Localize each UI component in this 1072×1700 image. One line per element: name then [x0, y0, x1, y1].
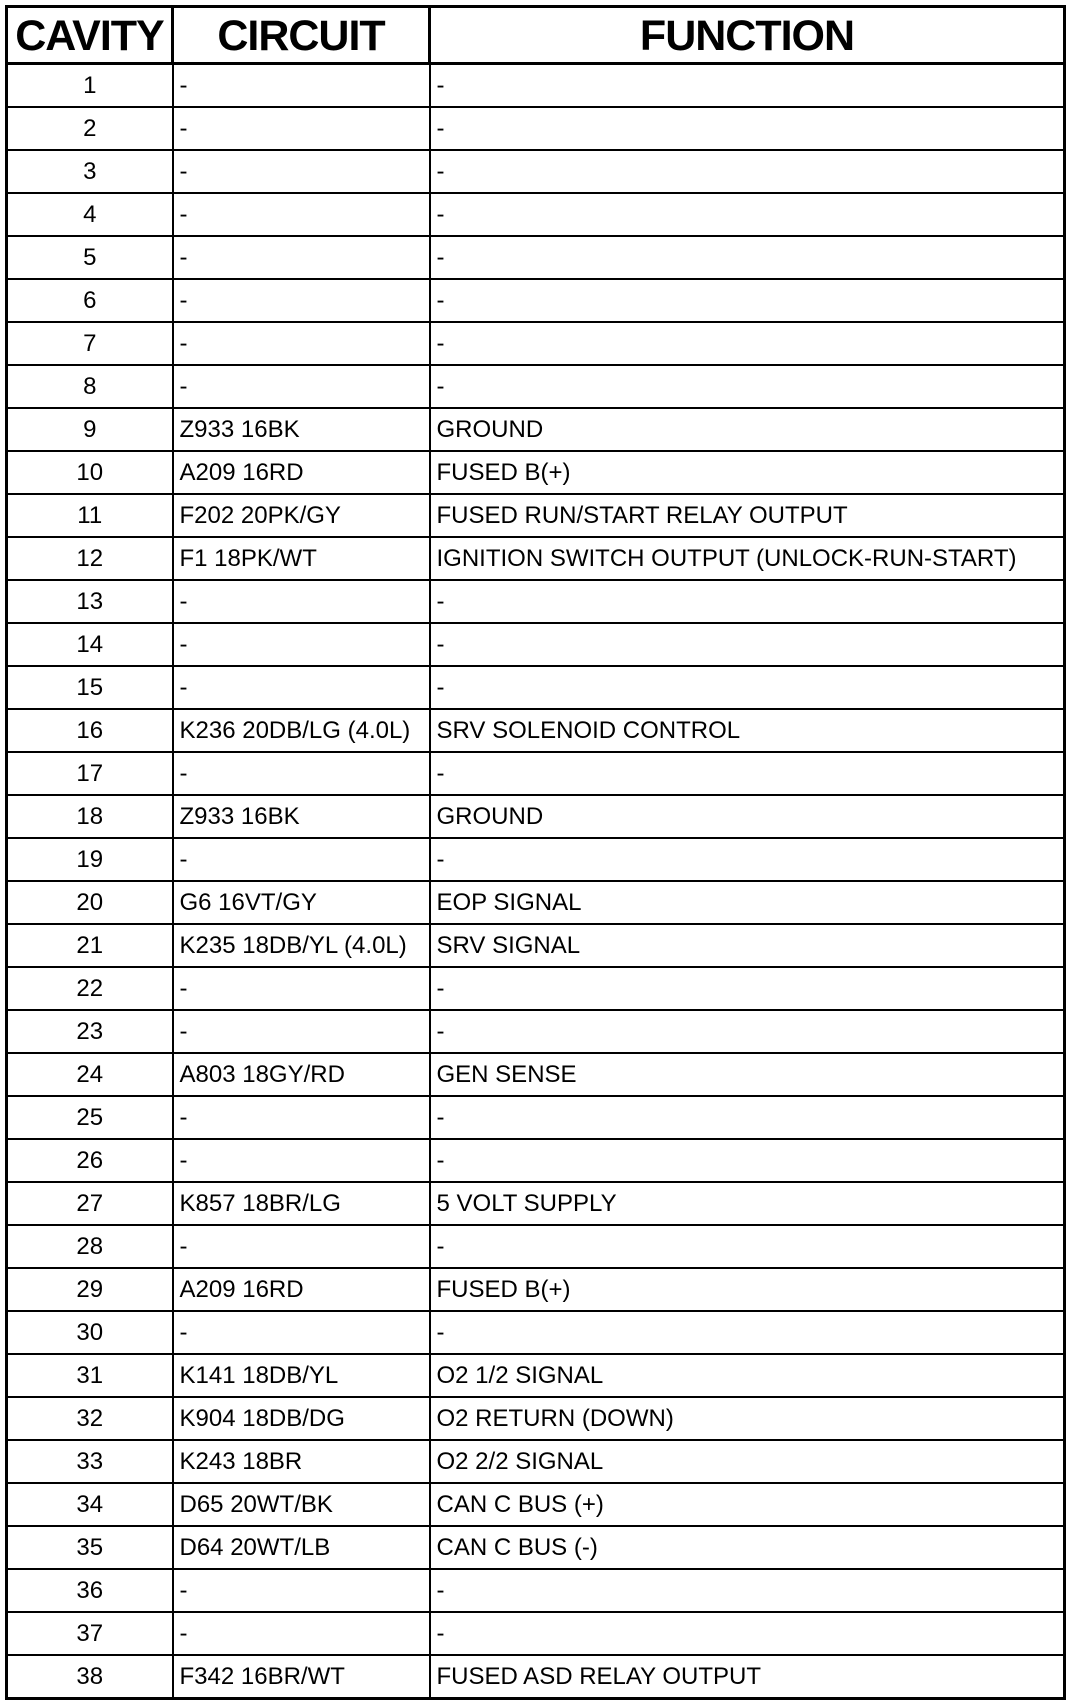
function-cell: FUSED B(+) — [430, 1268, 1065, 1311]
table-row — [7, 150, 1065, 193]
table-row — [7, 1139, 1065, 1182]
header-function: FUNCTION — [430, 7, 1065, 64]
table-row — [7, 322, 1065, 365]
circuit-cell: F1 18PK/WT — [173, 537, 430, 580]
function-cell: GROUND — [430, 795, 1065, 838]
function-cell: - — [430, 279, 1065, 322]
table-row — [7, 451, 1065, 494]
table-row — [7, 193, 1065, 236]
circuit-cell: - — [173, 1096, 430, 1139]
cavity-cell: 36 — [7, 1569, 173, 1612]
table-row — [7, 709, 1065, 752]
cavity-cell: 20 — [7, 881, 173, 924]
circuit-cell: G6 16VT/GY — [173, 881, 430, 924]
circuit-cell: - — [173, 107, 430, 150]
cavity-cell: 8 — [7, 365, 173, 408]
table-row — [7, 967, 1065, 1010]
cavity-cell: 35 — [7, 1526, 173, 1569]
table-row — [7, 752, 1065, 795]
cavity-cell: 1 — [7, 64, 173, 108]
table-row — [7, 1569, 1065, 1612]
function-cell: - — [430, 107, 1065, 150]
function-cell: - — [430, 838, 1065, 881]
circuit-cell: F202 20PK/GY — [173, 494, 430, 537]
table-row — [7, 1096, 1065, 1139]
table-row — [7, 881, 1065, 924]
function-cell: - — [430, 752, 1065, 795]
function-cell: - — [430, 666, 1065, 709]
table-row — [7, 537, 1065, 580]
cavity-cell: 11 — [7, 494, 173, 537]
cavity-cell: 24 — [7, 1053, 173, 1096]
function-cell: - — [430, 1225, 1065, 1268]
table-row — [7, 236, 1065, 279]
table-row — [7, 1483, 1065, 1526]
table-row — [7, 1053, 1065, 1096]
circuit-cell: K236 20DB/LG (4.0L) — [173, 709, 430, 752]
circuit-cell: A803 18GY/RD — [173, 1053, 430, 1096]
circuit-cell: - — [173, 150, 430, 193]
function-cell: FUSED ASD RELAY OUTPUT — [430, 1655, 1065, 1699]
function-cell: O2 1/2 SIGNAL — [430, 1354, 1065, 1397]
cavity-cell: 6 — [7, 279, 173, 322]
table-row — [7, 64, 1065, 108]
table-row — [7, 1268, 1065, 1311]
pinout-table — [5, 5, 1066, 1700]
cavity-cell: 21 — [7, 924, 173, 967]
circuit-cell: - — [173, 193, 430, 236]
function-cell: 5 VOLT SUPPLY — [430, 1182, 1065, 1225]
cavity-cell: 19 — [7, 838, 173, 881]
function-cell: - — [430, 623, 1065, 666]
circuit-cell: - — [173, 1311, 430, 1354]
circuit-cell: - — [173, 279, 430, 322]
function-cell: FUSED B(+) — [430, 451, 1065, 494]
circuit-cell: - — [173, 1010, 430, 1053]
table-row — [7, 1010, 1065, 1053]
cavity-cell: 38 — [7, 1655, 173, 1699]
circuit-cell: A209 16RD — [173, 1268, 430, 1311]
header-row — [7, 7, 1065, 64]
table-row — [7, 365, 1065, 408]
circuit-cell: K857 18BR/LG — [173, 1182, 430, 1225]
table-row — [7, 1655, 1065, 1699]
function-cell: - — [430, 1569, 1065, 1612]
function-cell: - — [430, 1311, 1065, 1354]
table-row — [7, 279, 1065, 322]
table-row — [7, 1225, 1065, 1268]
cavity-cell: 33 — [7, 1440, 173, 1483]
table-body — [7, 64, 1065, 1699]
cavity-cell: 30 — [7, 1311, 173, 1354]
cavity-cell: 15 — [7, 666, 173, 709]
circuit-cell: - — [173, 666, 430, 709]
table-row — [7, 924, 1065, 967]
circuit-cell: - — [173, 1569, 430, 1612]
table-row — [7, 623, 1065, 666]
circuit-cell: K243 18BR — [173, 1440, 430, 1483]
cavity-cell: 27 — [7, 1182, 173, 1225]
table-row — [7, 1612, 1065, 1655]
function-cell: GROUND — [430, 408, 1065, 451]
circuit-cell: - — [173, 580, 430, 623]
circuit-cell: - — [173, 752, 430, 795]
cavity-cell: 23 — [7, 1010, 173, 1053]
function-cell: - — [430, 580, 1065, 623]
header-circuit: CIRCUIT — [173, 7, 430, 64]
table-row — [7, 1354, 1065, 1397]
function-cell: - — [430, 365, 1065, 408]
cavity-cell: 5 — [7, 236, 173, 279]
function-cell: - — [430, 967, 1065, 1010]
function-cell: - — [430, 236, 1065, 279]
circuit-cell: D64 20WT/LB — [173, 1526, 430, 1569]
function-cell: CAN C BUS (+) — [430, 1483, 1065, 1526]
function-cell: - — [430, 1612, 1065, 1655]
function-cell: - — [430, 64, 1065, 108]
table-row — [7, 1397, 1065, 1440]
cavity-cell: 9 — [7, 408, 173, 451]
cavity-cell: 3 — [7, 150, 173, 193]
cavity-cell: 14 — [7, 623, 173, 666]
cavity-cell: 31 — [7, 1354, 173, 1397]
cavity-cell: 13 — [7, 580, 173, 623]
cavity-cell: 16 — [7, 709, 173, 752]
circuit-cell: - — [173, 236, 430, 279]
circuit-cell: Z933 16BK — [173, 795, 430, 838]
table-row — [7, 107, 1065, 150]
function-cell: - — [430, 150, 1065, 193]
function-cell: EOP SIGNAL — [430, 881, 1065, 924]
table-row — [7, 795, 1065, 838]
circuit-cell: Z933 16BK — [173, 408, 430, 451]
circuit-cell: K904 18DB/DG — [173, 1397, 430, 1440]
function-cell: O2 RETURN (DOWN) — [430, 1397, 1065, 1440]
circuit-cell: - — [173, 623, 430, 666]
circuit-cell: - — [173, 838, 430, 881]
cavity-cell: 4 — [7, 193, 173, 236]
circuit-cell: K235 18DB/YL (4.0L) — [173, 924, 430, 967]
circuit-cell: - — [173, 322, 430, 365]
function-cell: O2 2/2 SIGNAL — [430, 1440, 1065, 1483]
cavity-cell: 7 — [7, 322, 173, 365]
circuit-cell: F342 16BR/WT — [173, 1655, 430, 1699]
function-cell: - — [430, 1096, 1065, 1139]
table-row — [7, 1440, 1065, 1483]
cavity-cell: 17 — [7, 752, 173, 795]
cavity-cell: 32 — [7, 1397, 173, 1440]
header-cavity: CAVITY — [7, 7, 173, 64]
cavity-cell: 2 — [7, 107, 173, 150]
cavity-cell: 26 — [7, 1139, 173, 1182]
function-cell: SRV SIGNAL — [430, 924, 1065, 967]
table-row — [7, 494, 1065, 537]
cavity-cell: 22 — [7, 967, 173, 1010]
function-cell: - — [430, 1139, 1065, 1182]
circuit-cell: - — [173, 365, 430, 408]
function-cell: - — [430, 193, 1065, 236]
cavity-cell: 10 — [7, 451, 173, 494]
function-cell: SRV SOLENOID CONTROL — [430, 709, 1065, 752]
table-row — [7, 1182, 1065, 1225]
cavity-cell: 34 — [7, 1483, 173, 1526]
cavity-cell: 29 — [7, 1268, 173, 1311]
function-cell: CAN C BUS (-) — [430, 1526, 1065, 1569]
circuit-cell: - — [173, 967, 430, 1010]
table-row — [7, 580, 1065, 623]
table-row — [7, 666, 1065, 709]
cavity-cell: 37 — [7, 1612, 173, 1655]
table-row — [7, 838, 1065, 881]
cavity-cell: 28 — [7, 1225, 173, 1268]
function-cell: IGNITION SWITCH OUTPUT (UNLOCK-RUN-START) — [430, 537, 1065, 580]
function-cell: FUSED RUN/START RELAY OUTPUT — [430, 494, 1065, 537]
cavity-cell: 12 — [7, 537, 173, 580]
function-cell: - — [430, 1010, 1065, 1053]
circuit-cell: A209 16RD — [173, 451, 430, 494]
circuit-cell: - — [173, 64, 430, 108]
function-cell: - — [430, 322, 1065, 365]
circuit-cell: - — [173, 1612, 430, 1655]
function-cell: GEN SENSE — [430, 1053, 1065, 1096]
table-row — [7, 1526, 1065, 1569]
circuit-cell: - — [173, 1225, 430, 1268]
circuit-cell: K141 18DB/YL — [173, 1354, 430, 1397]
table-row — [7, 408, 1065, 451]
table-row — [7, 1311, 1065, 1354]
circuit-cell: - — [173, 1139, 430, 1182]
cavity-cell: 18 — [7, 795, 173, 838]
cavity-cell: 25 — [7, 1096, 173, 1139]
circuit-cell: D65 20WT/BK — [173, 1483, 430, 1526]
